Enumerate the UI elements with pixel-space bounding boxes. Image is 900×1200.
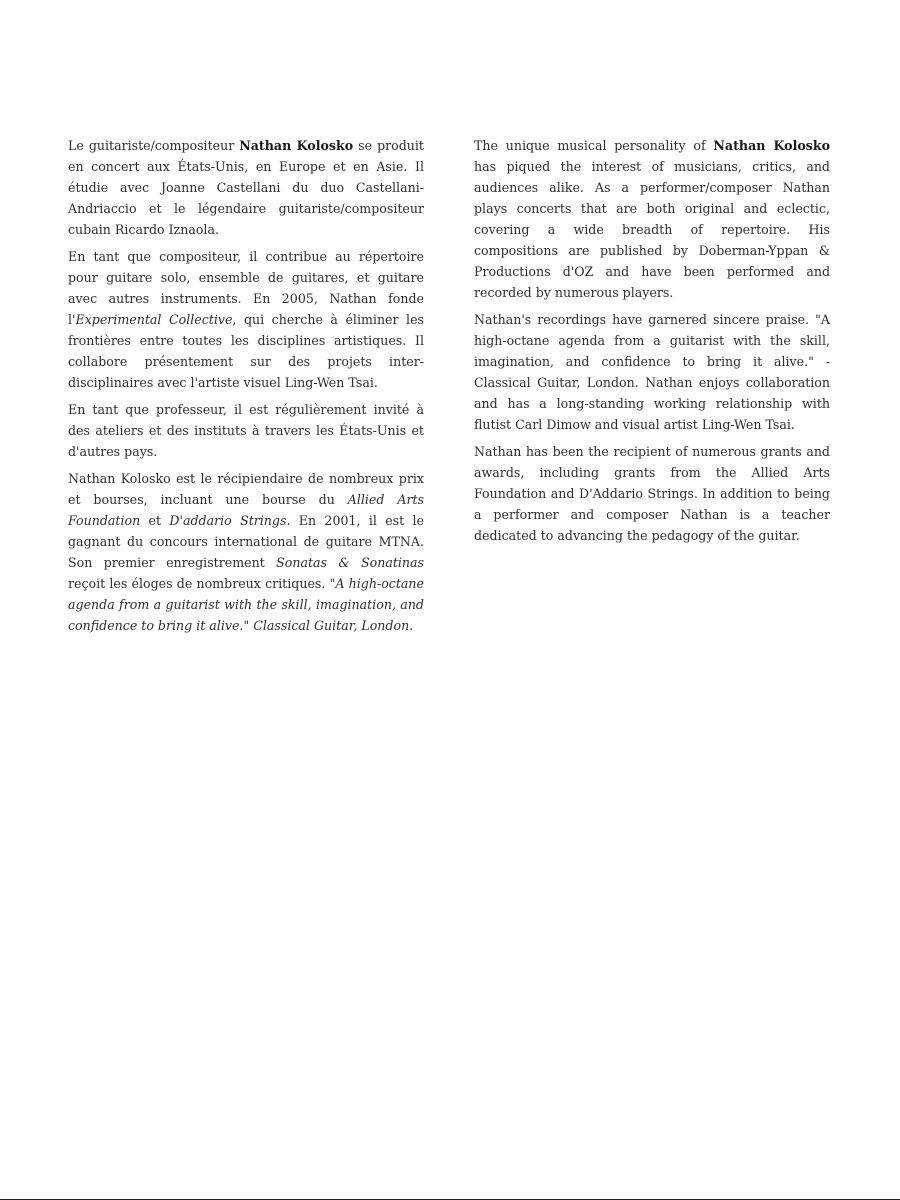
french-bio-column bbox=[68, 135, 424, 642]
text-run: reçoit les éloges de nombreux critiques. bbox=[68, 576, 330, 591]
text-run: . En 2001, il est le gagnant du concours international de guitare MTNA. Son premier enregistrement bbox=[68, 513, 424, 570]
english-bio-paragraph-2: Nathan's recordings have garnered sincere praise. "A high-octane agenda from a guitarist with the skill, imagination, and confidence to bring it alive." - Classical Guitar, London. Nathan enjoys collaboration and has a long-standing working relationship with flutist Carl Dimow and visual artist Ling-Wen Tsai. bbox=[474, 312, 830, 432]
press-quote: "A high-octane agenda from a guitarist with the skill, imagination, and confidence to bring it alive." Classical Guitar, London. bbox=[68, 576, 424, 633]
text-run: se produit en concert aux États-Unis, en Europe et en Asie. Il étudie avec Joanne Castellani du duo Castellani-Andriaccio et le légendaire guitariste/compositeur cubain Ricardo Iznaola. bbox=[68, 138, 424, 237]
artist-name: Nathan Kolosko bbox=[713, 138, 830, 153]
english-bio-column bbox=[474, 135, 830, 552]
text-run: En tant que compositeur, il contribue au répertoire pour guitare solo, ensemble de guitares, et guitare avec autres instruments. En 2005, Nathan fonde l' bbox=[68, 249, 424, 327]
foundation-name: Allied Arts Foundation bbox=[68, 492, 424, 528]
text-run: has piqued the interest of musicians, critics, and audiences alike. As a performer/composer Nathan plays concerts that are both original and eclectic, covering a wide breadth of repertoire. His compositions are published by Doberman-Yppan & Productions d'OZ and have been performed and recorded by numerous players. bbox=[474, 159, 830, 300]
text-run: , qui cherche à éliminer les frontières entre toutes les disciplines artistiques. Il collabore présentement sur des projets inter-disciplinaires avec l'artiste visuel Ling-Wen Tsai. bbox=[68, 312, 424, 390]
text-run: Nathan Kolosko est le récipiendaire de nombreux prix et bourses, incluant une bourse du bbox=[68, 471, 424, 507]
text-run: The unique musical personality of bbox=[474, 138, 714, 153]
text-run: et bbox=[140, 513, 170, 528]
album-title: Sonatas & Sonatinas bbox=[276, 555, 425, 570]
english-bio-paragraph-3: Nathan has been the recipient of numerous grants and awards, including grants from the Allied Arts Foundation and D'Addario Strings. In addition to being a performer and composer Nathan is a teacher dedicated to advancing the pedagogy of the guitar. bbox=[474, 444, 830, 543]
french-bio-paragraph-4 bbox=[68, 468, 424, 636]
text-run: Le guitariste/compositeur bbox=[68, 138, 240, 153]
artist-name: Nathan Kolosko bbox=[239, 138, 354, 153]
ensemble-name: Experimental Collective bbox=[75, 312, 233, 327]
french-bio-paragraph-2 bbox=[68, 246, 424, 393]
french-bio-paragraph-1 bbox=[68, 135, 424, 240]
french-bio-paragraph-3: En tant que professeur, il est régulièrement invité à des ateliers et des instituts à travers les États-Unis et d'autres pays. bbox=[68, 402, 424, 459]
sponsor-name: D'addario Strings bbox=[169, 513, 287, 528]
english-bio-paragraph-1 bbox=[474, 135, 830, 303]
